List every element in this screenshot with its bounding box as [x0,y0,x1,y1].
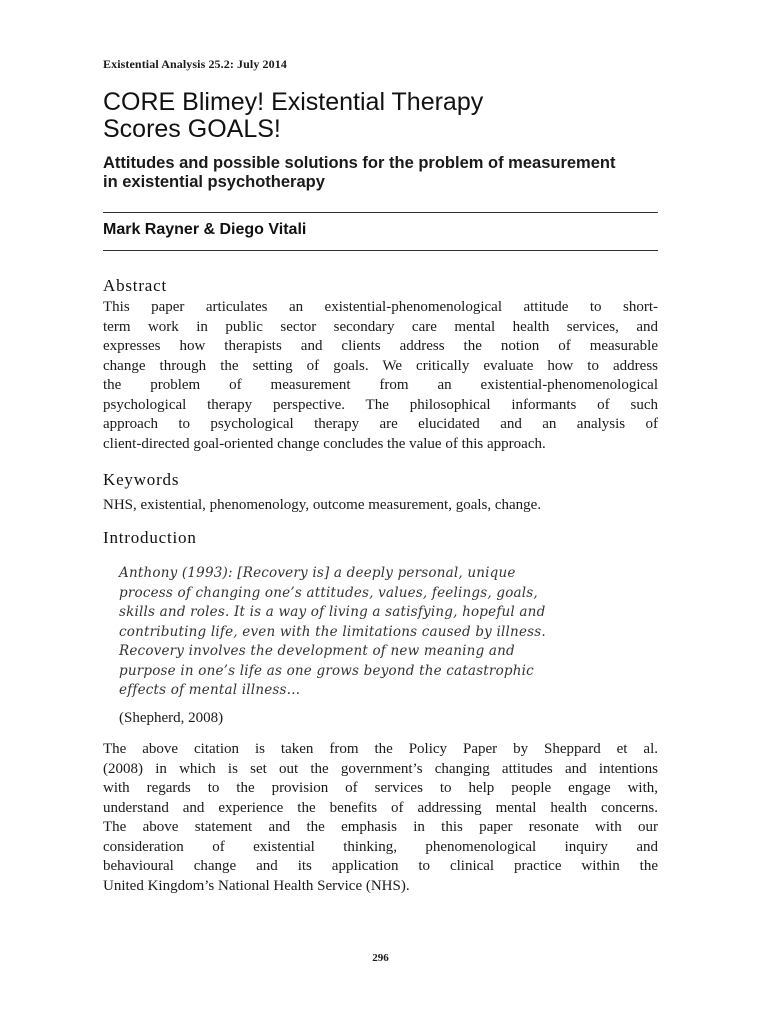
paragraph-line: United Kingdom’s National Health Service (NHS). [103,877,410,894]
epigraph-quote [119,564,599,701]
paper-page [103,0,658,1024]
journal-header: Existential Analysis 25.2: July 2014 [103,57,287,71]
paper-title [103,89,658,143]
abstract-heading: Abstract [103,276,167,295]
abstract-line: approach to psychological therapy are elucidated and an analysis of [103,416,658,432]
paragraph-line: (2008) in which is set out the government’s changing attitudes and intentions [103,760,658,777]
authors: Mark Rayner & Diego Vitali [103,221,307,238]
introduction-heading: Introduction [103,528,197,547]
keywords-heading: Keywords [103,470,180,489]
abstract-line: This paper articulates an existential-phenomenological attitude to short- [103,299,658,315]
quote-line: effects of mental illness… [119,682,301,698]
abstract-line: change through the setting of goals. We critically evaluate how to address [103,357,658,374]
keywords-text [103,496,658,516]
quote-line: process of changing one’s attitudes, values, feelings, goals, [119,584,538,601]
title-line: Scores GOALS! [103,115,281,143]
quote-line: Recovery involves the development of new meaning and [119,643,515,659]
paragraph-line: consideration of existential thinking, phenomenological inquiry and [103,838,658,855]
quote-line: contributing life, even with the limitations caused by illness. [119,623,546,640]
paragraph-line: behavioural change and its application to clinical practice within the [103,858,658,874]
abstract-text [103,298,658,454]
abstract-line: term work in public sector secondary care mental health services, and [103,318,658,335]
keywords-line: NHS, existential, phenomenology, outcome measurement, goals, change. [103,497,542,513]
divider-top [103,212,658,213]
quote-line: Anthony (1993): [Recovery is] a deeply personal, unique [119,565,516,581]
paragraph-line: with regards to the provision of services to help people engage with, [103,780,658,796]
page-number: 296 [372,952,389,964]
paragraph-line: The above citation is taken from the Policy Paper by Sheppard et al. [103,741,658,757]
introduction-paragraph [103,740,658,896]
divider-bottom [103,250,658,251]
abstract-line: psychological therapy perspective. The philosophical informants of such [103,396,658,413]
abstract-line: client-directed goal-oriented change concludes the value of this approach. [103,435,546,452]
subtitle-line: Attitudes and possible solutions for the problem of measurement [103,154,616,172]
quote-line: skills and roles. It is a way of living a satisfying, hopeful and [119,604,546,620]
paragraph-line: The above statement and the emphasis in this paper resonate with our [103,819,658,835]
paper-subtitle [103,154,658,192]
abstract-line: the problem of measurement from an existential-phenomenological [103,377,658,393]
title-line: CORE Blimey! Existential Therapy [103,88,484,116]
quote-line: purpose in one’s life as one grows beyond the catastrophic [119,662,534,679]
subtitle-line: in existential psychotherapy [103,173,325,191]
paragraph-line: understand and experience the benefits of addressing mental health concerns. [103,799,658,816]
abstract-line: expresses how therapists and clients address the notion of measurable [103,338,658,354]
quote-citation: (Shepherd, 2008) [119,710,224,726]
